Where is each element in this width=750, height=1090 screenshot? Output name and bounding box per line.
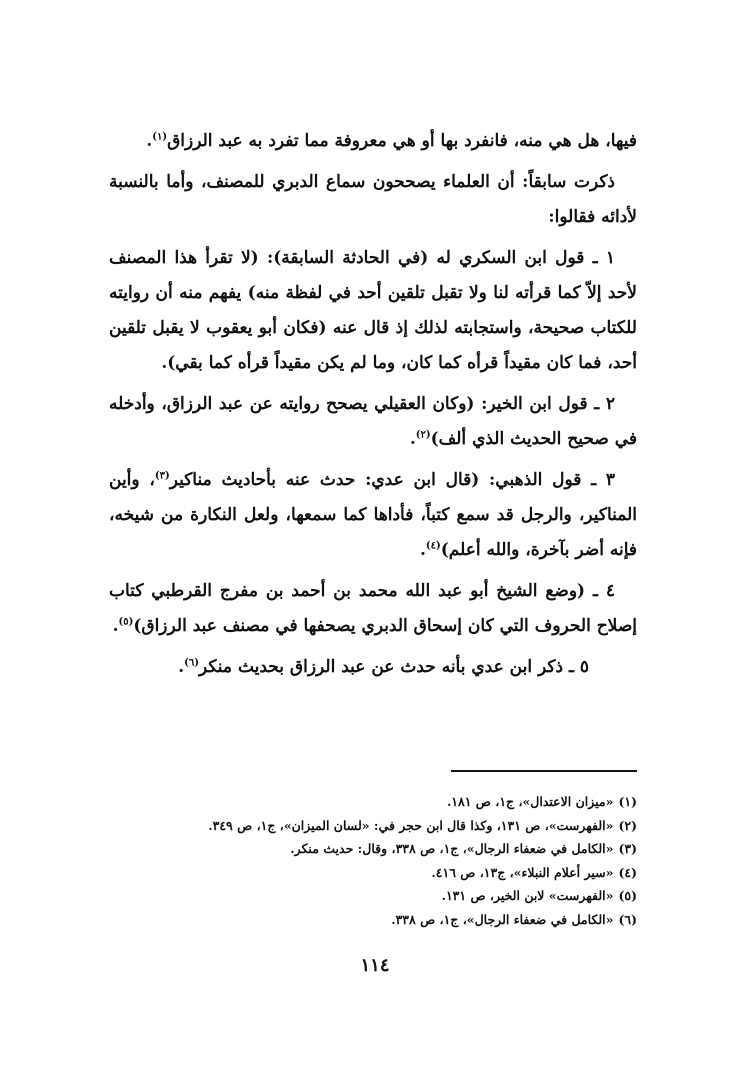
footnote xyxy=(109,814,637,838)
paragraph-continuation xyxy=(109,124,637,159)
footnote xyxy=(109,861,637,885)
paragraph-text: ٤ ـ (وضع الشيخ أبو عبد الله محمد بن أحمد بن مفرج القرطبي كتاب إصلاح الحروف التي كان إسحاق الدبري يصحفها في مصنف عبد الرزاق) xyxy=(109,581,637,636)
footnote-number: (٢) xyxy=(618,817,637,833)
footnote-number: (٥) xyxy=(618,888,637,903)
paragraph-text: ٣ ـ قول الذهبي: (قال ابن عدي: حدث عنه بأحاديث مناكير xyxy=(169,470,615,490)
footnote-marker[interactable]: (٣) xyxy=(154,470,170,482)
paragraph-text: ٢ ـ قول ابن الخير: (وكان العقيلي يصحح روايته عن عبد الرزاق، وأدخله في صحيح الحديث الذي ألف) xyxy=(109,394,637,449)
paragraph-item-5 xyxy=(109,650,637,685)
paragraph-item-4 xyxy=(109,574,637,644)
paragraph-item-3 xyxy=(109,463,637,568)
paragraph-text: فيها، هل هي منه، فانفرد بها أو هي معروفة مما تفرد به عبد الرزاق xyxy=(167,131,637,151)
footnote-marker[interactable]: (٢) xyxy=(415,429,431,441)
footnote-text: «الفهرست» لابن الخير، ص ١٣١. xyxy=(441,888,614,903)
footnote-number: (٦) xyxy=(618,911,637,927)
footnote-text: «ميزان الاعتدال»، ج١، ص ١٨١. xyxy=(446,794,614,809)
paragraph-tail: . xyxy=(419,540,426,560)
paragraph-item-2 xyxy=(109,387,637,457)
footnote-text: «الفهرست»، ص ١٣١، وكذا قال ابن حجر في: «لسان الميزان»، ج١، ص ٣٤٩. xyxy=(208,817,614,833)
footnote-marker[interactable]: (٥) xyxy=(118,616,134,628)
footnotes-list xyxy=(109,790,637,931)
paragraph-text: ٥ ـ ذكر ابن عدي بأنه حدث عن عبد الرزاق بحديث منكر xyxy=(199,657,589,677)
paragraph-tail: . xyxy=(409,429,416,449)
paragraph-item-1 xyxy=(109,241,637,381)
footnote-number: (٤) xyxy=(618,864,637,880)
footnote xyxy=(109,884,637,908)
footnote xyxy=(109,837,637,861)
paragraph-intro xyxy=(109,165,637,235)
main-text xyxy=(109,124,637,691)
footnote-text: «الكامل في ضعفاء الرجال»، ج١، ص ٣٣٨، وقال: حديث منكر. xyxy=(290,841,614,856)
paragraph-text: ذكرت سابقاً: أن العلماء يصححون سماع الدبري للمصنف، وأما بالنسبة لأدائه فقالوا: xyxy=(109,172,637,227)
paragraph-tail: . xyxy=(112,616,119,636)
footnote-marker[interactable]: (١) xyxy=(152,131,168,143)
footnote xyxy=(109,908,637,932)
footnote-text: «الكامل في ضعفاء الرجال»، ج١، ص ٣٣٨. xyxy=(391,911,614,927)
footnote-separator xyxy=(451,770,637,772)
footnote-number: (١) xyxy=(618,794,637,809)
paragraph-tail: . xyxy=(178,657,185,677)
paragraph-tail: . xyxy=(146,131,153,151)
page-number: ١١٤ xyxy=(360,955,390,976)
footnote xyxy=(109,790,637,814)
footnote-marker[interactable]: (٤) xyxy=(425,540,441,552)
paragraph-tail: ، وأين المناكير، والرجل قد سمع كتباً، فأداها كما سمعها، ولعل النكارة من شيخه، فإنه أضر بآخرة، والله أعلم) xyxy=(109,470,637,560)
footnote-number: (٣) xyxy=(618,841,637,856)
paragraph-text: ١ ـ قول ابن السكري له (في الحادثة السابقة): (لا تقرأ هذا المصنف لأحد إلاّ كما قرأته لنا ولا تقبل تلقين أحد في لفظة منه) يفهم منه أن روايته للكتاب صحيحة، واستجابته لذلك إذ قال عنه (فكان أبو يعقوب لا يقبل تلقين أحد، فما كان مقيداً قرأه كما كان، وما لم يكن مقيداً قرأه كما بقي). xyxy=(109,248,637,373)
footnote-marker[interactable]: (٦) xyxy=(184,657,200,669)
footnote-text: «سير أعلام النبلاء»، ج١٣، ص ٤١٦. xyxy=(431,864,614,880)
